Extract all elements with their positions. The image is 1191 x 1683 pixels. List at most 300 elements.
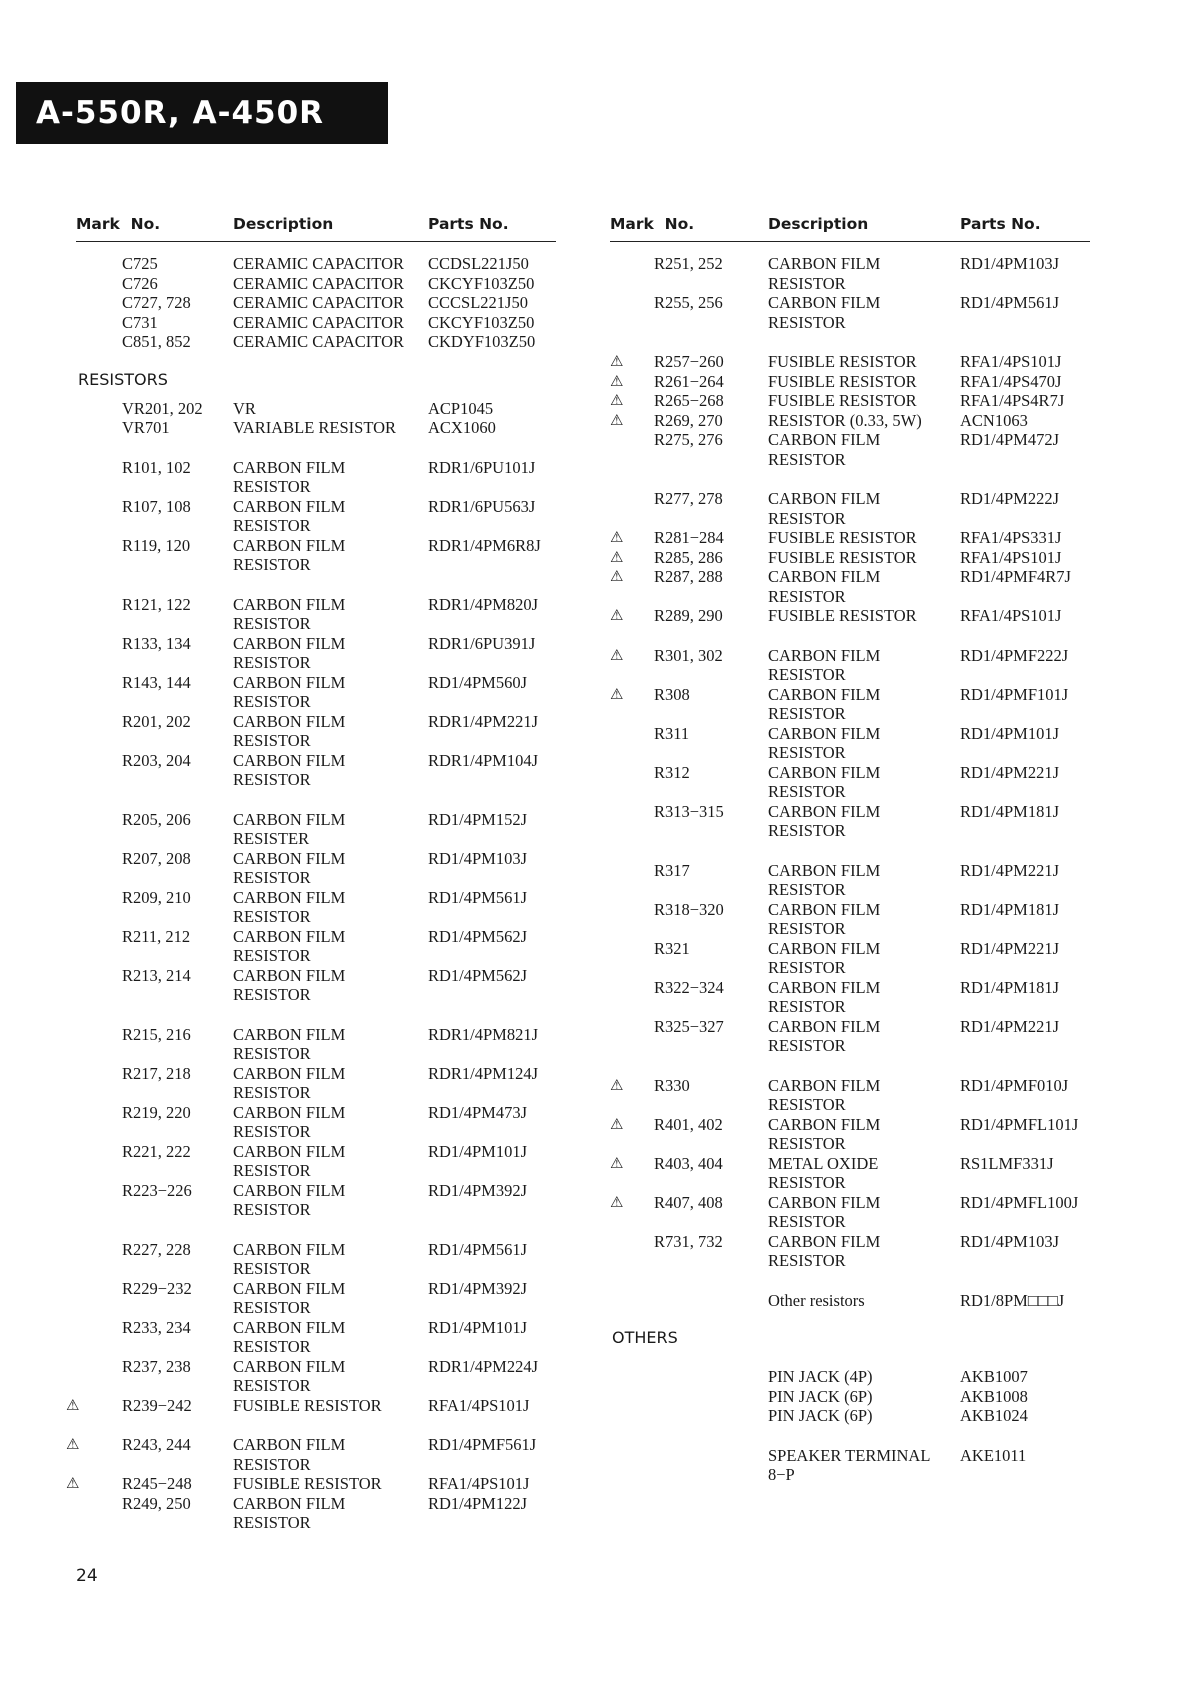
part-ref-no: R401, 402 [654,1114,723,1134]
part-ref-no: R312 [654,762,690,782]
part-description: CARBON FILM RESISTOR [233,711,346,750]
parts-row [610,391,1090,411]
part-ref-no: C726 [122,273,158,293]
part-description: FUSIBLE RESISTOR [233,1474,382,1493]
parts-row [610,411,1090,431]
resistor-group [610,646,1090,841]
part-description: CARBON FILM RESISTOR [768,899,881,938]
parts-row [76,536,556,575]
parts-row [610,352,1090,372]
part-description: PIN JACK (6P) [768,1406,873,1425]
part-ref-no: R239−242 [122,1395,192,1415]
part-description: CARBON FILM RESISTOR [233,1102,346,1141]
parts-row [610,1387,1090,1407]
safety-warning-icon: ⚠ [66,1395,80,1414]
part-ref-no: R285, 286 [654,547,723,567]
part-number: RDR1/4PM820J [428,594,539,614]
part-number: RFA1/4PS4R7J [960,391,1065,410]
part-ref-no: R257−260 [654,352,724,371]
part-description: FUSIBLE RESISTOR [768,391,917,410]
part-ref-no: R269, 270 [654,410,723,430]
parts-row [76,274,556,294]
parts-row [76,1103,556,1142]
part-number: RD1/4PM103J [428,848,528,868]
header-mark-no: Mark No. [76,215,161,233]
parts-row [76,293,556,313]
part-description: CARBON FILM RESISTOR [233,1435,346,1474]
part-ref-no: R275, 276 [654,430,723,449]
part-ref-no: R227, 228 [122,1239,191,1259]
parts-row [610,646,1090,685]
part-ref-no: R313−315 [654,801,724,821]
part-description: CARBON FILM RESISTOR [233,1356,346,1395]
parts-row [76,673,556,712]
part-ref-no: R403, 404 [654,1153,723,1173]
part-description: CARBON FILM RESISTOR [233,1141,346,1180]
part-number: RD1/4PM181J [960,899,1060,919]
parts-row [76,254,556,274]
parts-row [66,1474,556,1494]
safety-warning-icon: ⚠ [610,547,624,566]
part-ref-no: R119, 120 [122,535,191,555]
resistor-group [610,1076,1090,1271]
safety-warning-icon: ⚠ [610,684,624,703]
header-description: Description [768,215,869,233]
parts-row [76,332,556,352]
part-number: RDR1/4PM104J [428,750,539,770]
part-number: AKB1008 [960,1386,1028,1406]
safety-warning-icon: ⚠ [610,1153,624,1172]
part-description: CARBON FILM RESISTOR [233,496,346,535]
parts-row [610,1367,1090,1387]
part-number: RFA1/4PS101J [428,1474,530,1493]
part-description: CARBON FILM RESISTOR [768,1114,881,1153]
resistor-group [76,810,556,1005]
part-ref-no: R215, 216 [122,1024,191,1044]
part-number: RD1/4PMF561J [428,1435,537,1454]
part-ref-no: R308 [654,684,690,704]
parts-row [610,763,1090,802]
part-number: RD1/4PM392J [428,1180,528,1200]
part-ref-no: R261−264 [654,371,724,391]
part-description: RESISTOR (0.33, 5W) [768,410,922,430]
parts-row [76,888,556,927]
part-number: RD1/4PM221J [960,860,1060,880]
part-number: RD1/4PM221J [960,762,1060,782]
part-ref-no: R211, 212 [122,926,191,946]
part-number: RD1/4PM561J [960,293,1060,312]
parts-row [610,802,1090,841]
part-number: AKB1024 [960,1406,1028,1425]
parts-row [610,606,1090,626]
part-ref-no: R233, 234 [122,1317,191,1337]
part-description: CERAMIC CAPACITOR [233,273,405,293]
part-description: CARBON FILM RESISTOR [233,1317,346,1356]
part-description: CARBON FILM RESISTOR [768,723,881,762]
part-ref-no: VR201, 202 [122,398,203,418]
resistor-group [610,352,1090,469]
part-description: CARBON FILM RESISTOR [233,633,346,672]
safety-warning-icon: ⚠ [610,410,624,429]
part-description: CARBON FILM RESISTOR [768,762,881,801]
variable-resistor-group [76,399,556,438]
safety-warning-icon: ⚠ [610,1114,624,1133]
part-description: CERAMIC CAPACITOR [233,312,405,332]
parts-row [76,849,556,888]
part-number: RFA1/4PS101J [960,606,1062,625]
part-description: CARBON FILM RESISTOR [233,848,346,887]
part-number: RD1/4PM392J [428,1278,528,1298]
part-description: CARBON FILM RESISTOR [768,430,881,469]
part-ref-no: R133, 134 [122,633,191,653]
part-ref-no: R207, 208 [122,848,191,868]
parts-row [610,254,1090,293]
parts-row [76,399,556,419]
parts-row [66,1395,556,1416]
part-description: CARBON FILM RESISTOR [768,977,881,1016]
part-description: METAL OXIDE RESISTOR [768,1153,879,1192]
speaker-terminal-group [610,1446,1090,1485]
part-number: RD1/4PM181J [960,977,1060,997]
part-number: RD1/4PM221J [960,938,1060,958]
part-description: FUSIBLE RESISTOR [768,371,917,391]
parts-row [76,458,556,497]
safety-warning-icon: ⚠ [66,1474,80,1492]
part-description: CARBON FILM RESISTER [233,809,346,848]
part-description: CARBON FILM RESISTOR [768,489,881,528]
part-number: RD1/4PM122J [428,1493,528,1513]
parts-row [610,567,1090,606]
parts-row [76,1025,556,1064]
part-number: RD1/4PM103J [960,254,1060,273]
part-number: RD1/4PM472J [960,430,1060,449]
part-description: CERAMIC CAPACITOR [233,293,405,312]
part-description: CARBON FILM RESISTOR [768,1075,881,1114]
part-ref-no: R201, 202 [122,711,191,731]
part-number: ACX1060 [428,418,496,437]
part-number: RDR1/4PM124J [428,1063,539,1083]
part-description: CARBON FILM RESISTOR [768,645,881,684]
resistor-group [66,1435,556,1533]
page-number: 24 [76,1566,98,1586]
part-description: CARBON FILM RESISTOR [233,1278,346,1317]
parts-row [610,1154,1090,1193]
part-number: AKB1007 [960,1367,1028,1386]
parts-row [76,927,556,966]
header-description: Description [233,215,334,233]
parts-row [610,1017,1090,1056]
parts-row [76,1142,556,1181]
parts-row [610,900,1090,939]
part-description: PIN JACK (6P) [768,1386,873,1406]
part-ref-no: C851, 852 [122,332,191,351]
part-ref-no: R287, 288 [654,567,723,586]
column-header [76,205,556,242]
resistor-group [610,489,1090,626]
part-description: CARBON FILM RESISTOR [768,684,881,723]
parts-row [610,1446,1090,1485]
part-number: RD1/4PMF222J [960,645,1069,665]
parts-row [610,372,1090,392]
part-number: RD1/4PM152J [428,809,528,829]
model-title: A-550R, A-450R [36,95,325,131]
parts-row [610,528,1090,548]
safety-warning-icon: ⚠ [610,1075,624,1094]
part-description: CARBON FILM RESISTOR [768,293,881,332]
part-description: FUSIBLE RESISTOR [768,528,917,547]
parts-row [76,634,556,673]
others-group [610,1367,1090,1426]
part-number: RD1/4PM562J [428,965,528,985]
parts-row [610,548,1090,568]
part-ref-no: R217, 218 [122,1063,191,1083]
part-ref-no: R219, 220 [122,1102,191,1122]
part-number: RD1/4PM560J [428,672,528,692]
part-description: CERAMIC CAPACITOR [233,332,405,351]
part-number: CKCYF103Z50 [428,312,535,332]
part-description: CARBON FILM RESISTOR [233,457,346,496]
resistor-group [76,1025,556,1220]
part-number: RD1/4PMFL100J [960,1192,1079,1212]
part-ref-no: R321 [654,938,690,958]
column-header [610,205,1090,242]
resistor-group [66,1239,556,1416]
part-ref-no: R143, 144 [122,672,191,692]
part-ref-no: R330 [654,1075,690,1095]
part-number: RD1/4PMF010J [960,1075,1069,1095]
part-number: RD1/4PM101J [960,723,1060,743]
part-ref-no: R407, 408 [654,1192,723,1212]
part-ref-no: R251, 252 [654,254,723,273]
safety-warning-icon: ⚠ [610,391,624,409]
safety-warning-icon: ⚠ [610,567,624,585]
part-description: FUSIBLE RESISTOR [768,547,917,567]
parts-row [76,1181,556,1220]
parts-row-other-resistors [610,1291,1090,1311]
part-description: CARBON FILM RESISTOR [233,750,346,789]
part-number: ACN1063 [960,410,1028,430]
part-ref-no: R243, 244 [122,1435,191,1454]
part-number: RD1/4PM561J [428,887,528,907]
part-description: CARBON FILM RESISTOR [768,567,881,606]
parts-row [610,1406,1090,1426]
parts-row [610,939,1090,978]
part-description: CARBON FILM RESISTOR [768,254,881,293]
part-description: CARBON FILM RESISTOR [233,887,346,926]
parts-row [76,1240,556,1279]
part-number: RFA1/4PS470J [960,371,1062,391]
part-description: CARBON FILM RESISTOR [233,926,346,965]
part-number: RD1/4PMF101J [960,684,1069,704]
capacitor-group [76,254,556,352]
part-ref-no: R301, 302 [654,645,723,665]
part-ref-no: C727, 728 [122,293,191,312]
part-number: RDR1/4PM221J [428,711,539,731]
part-ref-no: R731, 732 [654,1231,723,1251]
parts-row [610,1193,1090,1232]
resistor-group [76,458,556,575]
part-number: AKE1011 [960,1445,1027,1465]
parts-row [76,595,556,634]
part-description: CARBON FILM RESISTOR [768,938,881,977]
part-number: RD1/4PM473J [428,1102,528,1122]
part-number: RD1/4PM181J [960,801,1060,821]
parts-row [76,1318,556,1357]
parts-row [76,418,556,438]
parts-column-left [66,205,556,1533]
model-title-banner [16,82,388,144]
part-description: PIN JACK (4P) [768,1367,873,1386]
part-description: VARIABLE RESISTOR [233,418,397,437]
safety-warning-icon: ⚠ [610,371,624,390]
parts-row [76,497,556,536]
part-number: RD1/4PM222J [960,489,1060,508]
safety-warning-icon: ⚠ [610,528,624,546]
part-ref-no: R325−327 [654,1016,724,1036]
part-number: RDR1/4PM6R8J [428,535,541,555]
parts-row [610,724,1090,763]
part-ref-no: R289, 290 [654,606,723,625]
part-ref-no: R209, 210 [122,887,191,907]
parts-row [610,1115,1090,1154]
part-ref-no: R121, 122 [122,594,191,614]
part-description: Other resistors [768,1290,865,1310]
part-description: CARBON FILM RESISTOR [233,1180,346,1219]
part-description: CARBON FILM RESISTOR [233,1239,346,1278]
part-number: CKCYF103Z50 [428,273,535,293]
part-description: CARBON FILM RESISTOR [233,594,346,633]
part-ref-no: R281−284 [654,528,724,547]
parts-row [610,1232,1090,1271]
parts-row [76,966,556,1005]
part-description: CARBON FILM RESISTOR [768,1231,881,1270]
header-mark-no: Mark No. [610,215,695,233]
part-description: CARBON FILM RESISTOR [768,1016,881,1055]
part-number: RD1/4PM103J [960,1231,1060,1251]
part-ref-no: R265−268 [654,391,724,410]
parts-row [76,1064,556,1103]
part-ref-no: R107, 108 [122,496,191,516]
part-number: RDR1/4PM821J [428,1024,539,1044]
part-description: FUSIBLE RESISTOR [233,1395,382,1415]
part-description: FUSIBLE RESISTOR [768,606,917,625]
part-number: CCDSL221J50 [428,254,529,273]
part-ref-no: C731 [122,312,158,332]
part-ref-no: R203, 204 [122,750,191,770]
resistor-group [76,595,556,790]
part-description: CARBON FILM RESISTOR [768,801,881,840]
part-ref-no: R317 [654,860,690,880]
resistor-group [610,254,1090,332]
part-description: CARBON FILM RESISTOR [233,672,346,711]
parts-row [66,1435,556,1474]
part-number: RD1/4PM101J [428,1141,528,1161]
part-number: RDR1/4PM224J [428,1356,539,1376]
part-number: CCCSL221J50 [428,293,528,312]
part-description: FUSIBLE RESISTOR [768,352,917,371]
parts-row [76,1357,556,1396]
part-ref-no: R255, 256 [654,293,723,312]
part-ref-no: R245−248 [122,1474,192,1493]
part-ref-no: R277, 278 [654,489,723,508]
part-ref-no: R229−232 [122,1278,192,1298]
part-ref-no: R318−320 [654,899,724,919]
part-ref-no: R311 [654,723,690,743]
part-ref-no: R249, 250 [122,1493,191,1513]
parts-row [76,1279,556,1318]
part-description: CARBON FILM RESISTOR [233,535,346,574]
safety-warning-icon: ⚠ [66,1435,80,1453]
part-number: RD1/4PM101J [428,1317,528,1337]
part-ref-no: R101, 102 [122,457,191,477]
safety-warning-icon: ⚠ [610,1192,624,1211]
header-parts-no: Parts No. [428,215,509,233]
parts-row [610,861,1090,900]
part-number: CKDYF103Z50 [428,332,536,351]
part-number: RD1/8PM□□□J [960,1290,1065,1310]
part-number: RD1/4PMF4R7J [960,567,1071,586]
parts-row [610,685,1090,724]
section-title-resistors: RESISTORS [78,369,168,389]
part-description: CARBON FILM RESISTOR [233,1063,346,1102]
part-number: RFA1/4PS331J [960,528,1062,547]
part-description: SPEAKER TERMINAL 8−P [768,1445,930,1484]
part-description: CARBON FILM RESISTOR [233,965,346,1004]
part-ref-no: R213, 214 [122,965,191,985]
parts-row [610,430,1090,469]
parts-row [610,1076,1090,1115]
part-ref-no: C725 [122,254,158,273]
part-description: CARBON FILM RESISTOR [768,860,881,899]
part-ref-no: R223−226 [122,1180,192,1200]
part-number: RFA1/4PS101J [960,352,1062,371]
part-number: RDR1/6PU563J [428,496,536,516]
parts-column-right [610,205,1090,1485]
parts-row [76,810,556,849]
part-ref-no: R221, 222 [122,1141,191,1161]
part-ref-no: R322−324 [654,977,724,997]
part-number: RD1/4PM221J [960,1016,1060,1036]
part-number: RDR1/6PU391J [428,633,536,653]
part-ref-no: VR701 [122,418,170,437]
part-description: CARBON FILM RESISTOR [768,1192,881,1231]
part-number: RD1/4PM562J [428,926,528,946]
part-number: ACP1045 [428,398,494,418]
part-description: CARBON FILM RESISTOR [233,1024,346,1063]
parts-row [610,293,1090,332]
safety-warning-icon: ⚠ [610,606,624,624]
safety-warning-icon: ⚠ [610,645,624,664]
parts-row [610,978,1090,1017]
parts-row [610,489,1090,528]
part-number: RD1/4PM561J [428,1239,528,1259]
part-number: RDR1/6PU101J [428,457,536,477]
parts-row [76,712,556,751]
part-number: RS1LMF331J [960,1153,1054,1173]
parts-row [76,751,556,790]
resistor-group [610,861,1090,1056]
part-ref-no: R237, 238 [122,1356,191,1376]
parts-row [76,1494,556,1533]
safety-warning-icon: ⚠ [610,352,624,370]
part-ref-no: R205, 206 [122,809,191,829]
header-parts-no: Parts No. [960,215,1041,233]
part-description: CERAMIC CAPACITOR [233,254,405,273]
part-description: CARBON FILM RESISTOR [233,1493,346,1532]
parts-row [76,313,556,333]
part-description: VR [233,398,256,418]
part-number: RD1/4PMFL101J [960,1114,1079,1134]
